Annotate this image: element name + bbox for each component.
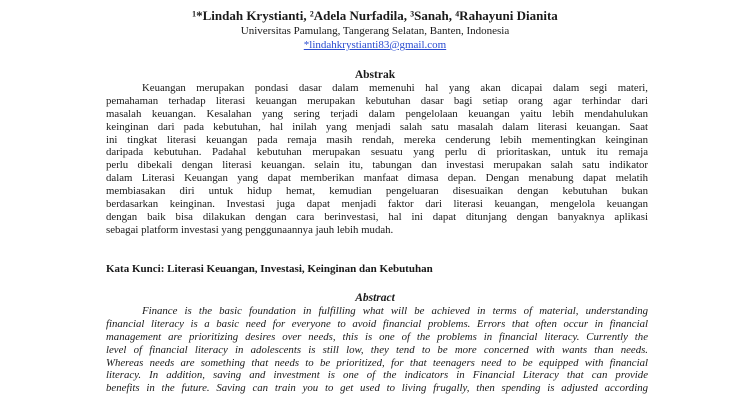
abstrak-line: dalam Literasi Keuangan yang dapat memberikan manfaat dimasa depan. Dengan menabung dapat melatih — [106, 172, 648, 185]
author-email-link[interactable]: *lindahkrystianti83@gmail.com — [303, 39, 447, 51]
abstrak-line: dengan baik bisa dilakukan dengan cara berinvestasi, hal ini dapat ditunjang dengan banyaknya aplikasi — [106, 210, 648, 223]
abstrak-line: pemahaman terhadap literasi keuangan merupakan kebutuhan dasar bagi setiap orang agar terhindar dari — [106, 94, 648, 107]
abstrak-line: masalah keuangan. Kesalahan yang sering terjadi dalam pengelolaan keuangan yaitu lebih mendahulukan — [106, 107, 648, 120]
abstract-line: Whereas needs are something that needs to be prioritized, for that teenagers need to be equipped with financial — [106, 356, 648, 369]
abstrak-line: membiasakan diri untuk hidup hemat, kemudian pengeluaran disesuaikan dengan kebutuhan bukan — [106, 185, 648, 198]
abstract-line: level of financial literacy in adolescents is still low, they tend to be more concerned with wants than needs. — [106, 343, 648, 356]
abstrak-line: perlu dibekali dengan literasi keuangan. selain itu, tabungan dan investasi merupakan salah satu indikator — [106, 159, 648, 172]
abstrak-body — [106, 82, 648, 237]
email-line — [0, 39, 750, 52]
abstrak-line: keinginan dari pada kebutuhan, hal inilah yang menjadi salah satu masalah dalam literasi keuangan. Saat — [106, 120, 648, 133]
abstract-line: Finance is the basic foundation in fulfilling what will be achieved in terms of material, understanding — [142, 305, 648, 317]
abstract-line: financial literacy is a basic need for everyone to avoid financial problems. Errors that often occur in financial — [106, 317, 648, 330]
keywords: Kata Kunci: Literasi Keuangan, Investasi, Keinginan dan Kebutuhan — [106, 263, 433, 275]
abstrak-line: daripada kebutuhan. Padahal kebutuhan merupakan sesuatu yang perlu di prioritaskan, untuk itu remaja — [106, 146, 648, 159]
abstrak-line: Keuangan merupakan pondasi dasar dalam memenuhi hal yang akan dicapai dalam segi materi, — [142, 82, 648, 94]
abstrak-heading: Abstrak — [354, 69, 396, 81]
abstrak-line: sebagai platform investasi yang penggunaannya jauh lebih mudah. — [106, 223, 394, 236]
abstract-line: management are prioritizing desires over needs, this is one of the problems in financial literacy. Currently the — [106, 330, 648, 343]
affiliation: Universitas Pamulang, Tangerang Selatan, Banten, Indonesia — [240, 25, 510, 37]
author-list: ¹*Lindah Krystianti, ²Adela Nurfadila, ³Sanah, ⁴Rahayuni Dianita — [192, 8, 558, 23]
abstrak-line: ini tingkat literasi keuangan pada remaja masih rendah, mereka cenderung lebih mementingkan keinginan — [106, 133, 648, 146]
abstract-line: benefits in the future. Saving can train you to get used to living frugally, then spending is adjusted according — [106, 382, 648, 395]
abstrak-line: berdasarkan keinginan. Investasi juga dapat menjadi faktor dari literasi keuangan, mengelola keuangan — [106, 198, 648, 211]
abstract-body — [106, 305, 648, 395]
abstract-heading: Abstract — [355, 292, 395, 304]
abstract-line: literacy. In addition, saving and investment is one of the indicators in Financial Literacy that can provide — [106, 369, 648, 382]
